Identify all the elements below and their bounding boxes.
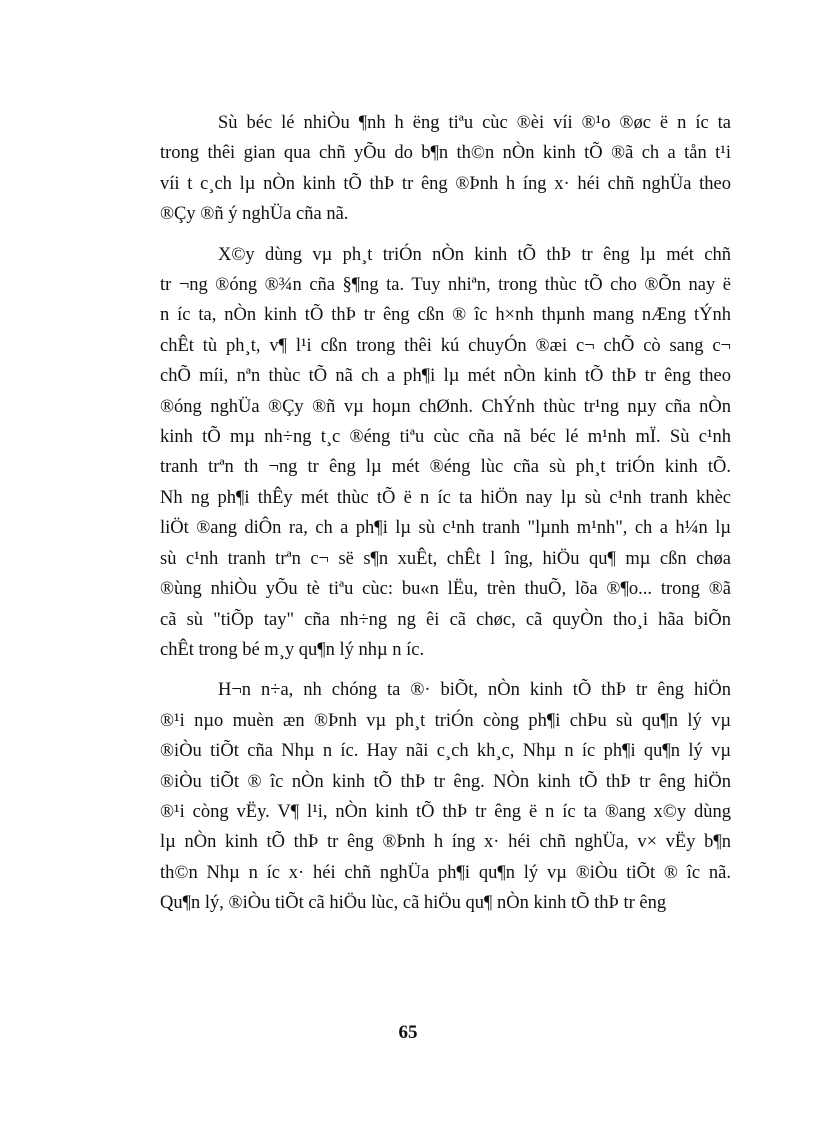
paragraph — [160, 108, 731, 230]
text-line: Qu¶n lý, ®iÒu tiÕt cã hiÖu lùc, cã hiÖu qu¶ nÒn kinh tÕ thÞ tr êng — [160, 893, 667, 914]
text-line: trong thêi gian qua chñ yÕu do b¶n th©n nÒn kinh tÕ ®ã ch a tån t¹i — [160, 143, 731, 164]
text-line: H¬n n÷a, nh chóng ta ®· biÕt, nÒn kinh tÕ thÞ tr êng hiÖn — [218, 680, 731, 701]
text-line: chÊt tù ph¸t, v¶ l¹i cßn trong thêi kú chuyÓn ®æi c¬ chÕ cò sang c¬ — [160, 335, 731, 356]
paragraph — [160, 240, 731, 666]
paragraph — [160, 675, 731, 918]
text-line: chÊt trong bé m¸y qu¶n lý nhµ n íc. — [160, 639, 425, 660]
page-number: 65 — [398, 1022, 418, 1043]
text-line: chÕ míi, nªn thùc tÕ nã ch a ph¶i lµ mét nÒn kinh tÕ thÞ tr êng theo — [160, 366, 731, 387]
text-line: th©n Nhµ n íc x· héi chñ nghÜa ph¶i qu¶n lý vµ ®iÒu tiÕt ® îc nã. — [160, 862, 731, 883]
text-line: Nh ng ph¶i thÊy mét thùc tÕ ë n íc ta hiÖn nay lµ sù c¹nh tranh khèc — [160, 487, 731, 508]
text-line: lµ nÒn kinh tÕ thÞ tr êng ®Þnh h íng x· héi chñ nghÜa, v× vËy b¶n — [160, 832, 731, 853]
text-line: ®iÒu tiÕt cña Nhµ n íc. Hay nãi c¸ch kh¸c, Nhµ n íc ph¶i qu¶n lý vµ — [160, 741, 731, 762]
text-line: n íc ta, nÒn kinh tÕ thÞ tr êng cßn ® îc h×nh thµnh mang nÆng tÝnh — [160, 305, 731, 326]
text-line: liÖt ®ang diÔn ra, ch a ph¶i lµ sù c¹nh tranh "lµnh m¹nh", ch a h¼n lµ — [160, 518, 731, 539]
text-line: ®¹i còng vËy. V¶ l¹i, nÒn kinh tÕ thÞ tr êng ë n íc ta ®ang x©y dùng — [160, 801, 731, 822]
text-line: ®óng nghÜa ®Çy ®ñ vµ hoµn chØnh. ChÝnh thùc tr¹ng nµy cña nÒn — [160, 396, 731, 417]
text-line: cã sù "tiÕp tay" cña nh÷ng ng êi cã chøc, cã quyÒn tho¸i hãa biÕn — [160, 609, 731, 630]
text-line: víi t c¸ch lµ nÒn kinh tÕ thÞ tr êng ®Þnh h íng x· héi chñ nghÜa theo — [160, 173, 731, 194]
text-line: ®Çy ®ñ ý nghÜa cña nã. — [160, 204, 349, 225]
text-line: kinh tÕ mµ nh÷ng t¸c ®éng tiªu cùc cña nã béc lé m¹nh mÏ. Sù c¹nh — [160, 427, 731, 448]
text-line: tr ¬ng ®óng ®¾n cña §¶ng ta. Tuy nhiªn, trong thùc tÕ cho ®Õn nay ë — [160, 275, 731, 296]
text-line: sù c¹nh tranh trªn c¬ së s¶n xuÊt, chÊt l îng, hiÖu qu¶ mµ cßn chøa — [160, 548, 731, 569]
text-line: Sù béc lé nhiÒu ¶nh h ëng tiªu cùc ®èi víi ®¹o ®øc ë n íc ta — [218, 113, 731, 133]
text-line: ®ùng nhiÒu yÕu tè tiªu cùc: bu«n lËu, trèn thuÕ, lõa ®¶o... trong ®ã — [160, 579, 731, 600]
text-line: ®iÒu tiÕt ® îc nÒn kinh tÕ thÞ tr êng. NÒn kinh tÕ thÞ tr êng hiÖn — [160, 771, 731, 792]
body-text — [160, 108, 731, 919]
text-line: tranh trªn th ¬ng tr êng lµ mét ®éng lùc cña sù ph¸t triÓn kinh tÕ. — [160, 457, 731, 478]
text-line: ®¹i nµo muèn æn ®Þnh vµ ph¸t triÓn còng ph¶i chÞu sù qu¶n lý vµ — [160, 710, 731, 731]
text-line: X©y dùng vµ ph¸t triÓn nÒn kinh tÕ thÞ tr êng lµ mét chñ — [218, 244, 731, 265]
